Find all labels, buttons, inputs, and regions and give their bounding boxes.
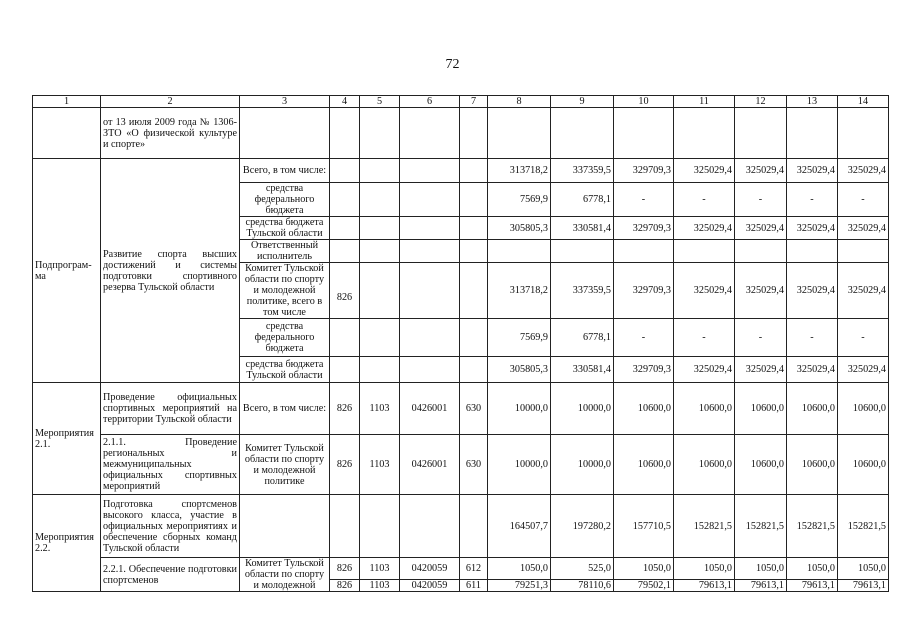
amount: 78110,6 [551, 580, 614, 592]
column-header: 14 [838, 96, 889, 108]
vr-code: 611 [460, 580, 488, 592]
funding-source: Всего, в том числе: [240, 159, 330, 183]
amount: 10600,0 [787, 383, 838, 435]
amount: 197280,2 [551, 495, 614, 558]
amount: 1050,0 [838, 558, 889, 580]
amount: 325029,4 [838, 217, 889, 240]
measure-title: 2.2.1. Обеспечение подготовки спортсменов [101, 558, 240, 592]
table-row [33, 383, 889, 435]
amount: 329709,3 [614, 263, 674, 319]
column-header: 7 [460, 96, 488, 108]
amount: 10600,0 [838, 435, 889, 495]
amount: 329709,3 [614, 217, 674, 240]
amount: 329709,3 [614, 159, 674, 183]
table-row [33, 435, 889, 495]
amount: 6778,1 [551, 319, 614, 357]
amount: - [838, 319, 889, 357]
amount: 157710,5 [614, 495, 674, 558]
amount: - [787, 319, 838, 357]
csr-code: 0426001 [400, 435, 460, 495]
measure-title: 2.1.1. Проведение региональных и межмуниципальных официальных спортивных мероприятий [101, 435, 240, 495]
amount: 325029,4 [787, 357, 838, 383]
amount: 325029,4 [674, 159, 735, 183]
amount: 313718,2 [488, 263, 551, 319]
amount: 10600,0 [614, 383, 674, 435]
table-row [33, 108, 889, 159]
amount: 79251,3 [488, 580, 551, 592]
amount: 1050,0 [614, 558, 674, 580]
grbs-code: 826 [330, 435, 360, 495]
amount: 325029,4 [735, 263, 787, 319]
amount: 329709,3 [614, 357, 674, 383]
amount: 152821,5 [674, 495, 735, 558]
amount: 79613,1 [838, 580, 889, 592]
grbs-code: 826 [330, 263, 360, 319]
funding-source: средства федерального бюджета [240, 183, 330, 217]
funding-source: Комитет Тульской области по спорту и молодежной политике [240, 435, 330, 495]
amount: - [674, 319, 735, 357]
measure-label: Мероприятия 2.1. [33, 383, 101, 495]
funding-source: средства федерального бюджета [240, 319, 330, 357]
amount: 79613,1 [674, 580, 735, 592]
amount: 6778,1 [551, 183, 614, 217]
csr-code: 0420059 [400, 558, 460, 580]
grbs-code: 826 [330, 558, 360, 580]
amount: - [787, 183, 838, 217]
amount: 325029,4 [787, 263, 838, 319]
csr-code: 0426001 [400, 383, 460, 435]
csr-code: 0420059 [400, 580, 460, 592]
amount: 152821,5 [838, 495, 889, 558]
column-header: 8 [488, 96, 551, 108]
column-header: 2 [101, 96, 240, 108]
vr-code: 612 [460, 558, 488, 580]
amount: - [614, 183, 674, 217]
amount: 10000,0 [488, 435, 551, 495]
grbs-code: 826 [330, 383, 360, 435]
amount: 325029,4 [735, 217, 787, 240]
column-header: 10 [614, 96, 674, 108]
amount: - [614, 319, 674, 357]
amount: 10000,0 [551, 383, 614, 435]
amount: 330581,4 [551, 357, 614, 383]
rz-code: 1103 [360, 435, 400, 495]
amount: 1050,0 [787, 558, 838, 580]
amount: 325029,4 [674, 357, 735, 383]
amount: 10600,0 [614, 435, 674, 495]
amount: 10600,0 [674, 435, 735, 495]
rz-code: 1103 [360, 383, 400, 435]
law-reference: от 13 июля 2009 года № 1306-ЗТО «О физической культуре и спорте» [101, 108, 240, 159]
rz-code: 1103 [360, 558, 400, 580]
amount: 10600,0 [674, 383, 735, 435]
amount: 330581,4 [551, 217, 614, 240]
funding-source: Всего, в том числе: [240, 383, 330, 435]
amount: 10600,0 [787, 435, 838, 495]
amount: 325029,4 [838, 263, 889, 319]
subprogram-label: Подпрограм-ма [33, 159, 101, 383]
vr-code: 630 [460, 435, 488, 495]
amount: - [735, 183, 787, 217]
column-header: 3 [240, 96, 330, 108]
amount: 337359,5 [551, 263, 614, 319]
funding-source: Комитет Тульской области по спорту и молодежной [240, 558, 330, 592]
amount: 10000,0 [488, 383, 551, 435]
amount: 1050,0 [674, 558, 735, 580]
amount: 305805,3 [488, 357, 551, 383]
funding-source: средства бюджета Тульской области [240, 217, 330, 240]
column-header: 11 [674, 96, 735, 108]
page-number: 72 [445, 57, 460, 72]
measure-title: Проведение официальных спортивных мероприятий на территории Тульской области [101, 383, 240, 435]
column-header: 6 [400, 96, 460, 108]
amount: 79613,1 [735, 580, 787, 592]
amount: 325029,4 [735, 159, 787, 183]
amount: 325029,4 [838, 357, 889, 383]
amount: 305805,3 [488, 217, 551, 240]
rz-code: 1103 [360, 580, 400, 592]
amount: 325029,4 [787, 217, 838, 240]
amount: 325029,4 [838, 159, 889, 183]
amount: 10600,0 [735, 383, 787, 435]
funding-source: средства бюджета Тульской области [240, 357, 330, 383]
amount: 1050,0 [488, 558, 551, 580]
amount: - [735, 319, 787, 357]
amount: 337359,5 [551, 159, 614, 183]
amount: 325029,4 [674, 263, 735, 319]
table-header-row [33, 96, 889, 108]
column-header: 9 [551, 96, 614, 108]
amount: 79502,1 [614, 580, 674, 592]
amount: 313718,2 [488, 159, 551, 183]
subprogram-title: Развитие спорта высших достижений и системы подготовки спортивного резерва Тульской области [101, 159, 240, 383]
column-header: 4 [330, 96, 360, 108]
amount: 7569,9 [488, 183, 551, 217]
amount: 7569,9 [488, 319, 551, 357]
column-header: 12 [735, 96, 787, 108]
column-header: 1 [33, 96, 101, 108]
amount: 10000,0 [551, 435, 614, 495]
table-row [33, 558, 889, 580]
measure-label: Мероприятия 2.2. [33, 495, 101, 592]
vr-code: 630 [460, 383, 488, 435]
amount: 1050,0 [735, 558, 787, 580]
amount: 10600,0 [735, 435, 787, 495]
budget-table [32, 95, 889, 592]
amount: 325029,4 [787, 159, 838, 183]
amount: 164507,7 [488, 495, 551, 558]
amount: 325029,4 [735, 357, 787, 383]
amount: 152821,5 [787, 495, 838, 558]
amount: 10600,0 [838, 383, 889, 435]
measure-title: Подготовка спортсменов высокого класса, участие в официальных мероприятиях и обеспечение сборных команд Тульской области [101, 495, 240, 558]
amount: 79613,1 [787, 580, 838, 592]
funding-source: Комитет Тульской области по спорту и молодежной политике, всего в том числе [240, 263, 330, 319]
column-header: 5 [360, 96, 400, 108]
table-row [33, 495, 889, 558]
amount: - [674, 183, 735, 217]
amount: - [838, 183, 889, 217]
table-row [33, 159, 889, 183]
amount: 325029,4 [674, 217, 735, 240]
amount: 152821,5 [735, 495, 787, 558]
grbs-code: 826 [330, 580, 360, 592]
column-header: 13 [787, 96, 838, 108]
funding-source: Ответственный исполнитель [240, 240, 330, 263]
amount: 525,0 [551, 558, 614, 580]
